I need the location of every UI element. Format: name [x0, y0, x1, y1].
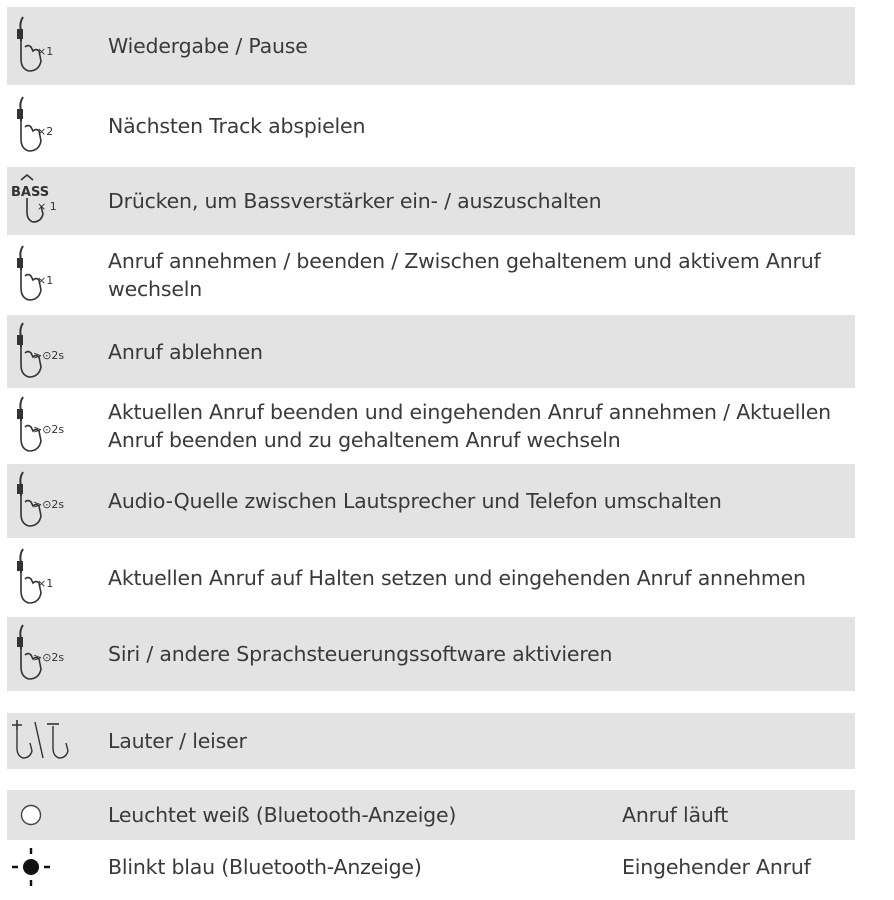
table-row — [7, 840, 855, 894]
bass-button-press-icon — [7, 167, 97, 235]
table-row — [7, 388, 855, 464]
row-status: Eingehender Anruf — [622, 855, 811, 879]
table-row — [7, 617, 855, 691]
finger-hold-2s-icon — [7, 464, 97, 538]
table-row — [7, 235, 855, 315]
row-text: Nächsten Track abspielen — [108, 114, 366, 138]
row-text: Aktuellen Anruf beenden und eingehenden Anruf annehmen / Aktuellen Anruf beenden und zu gehaltenem Anruf wechseln — [108, 400, 831, 452]
svg-text:×1: ×1 — [37, 576, 54, 590]
finger-press-x1-icon — [7, 538, 97, 617]
finger-press-x1-icon — [7, 235, 97, 315]
svg-text:BASS: BASS — [11, 185, 50, 200]
table-row — [7, 790, 855, 840]
svg-text:>⊙2s: >⊙2s — [33, 423, 65, 436]
table-row — [7, 713, 855, 769]
finger-press-x2-icon — [7, 85, 97, 167]
svg-text:>⊙2s: >⊙2s — [33, 348, 65, 362]
finger-hold-2s-icon — [7, 388, 97, 464]
svg-text:>⊙2s: >⊙2s — [33, 651, 65, 664]
svg-text:>⊙2s: >⊙2s — [33, 498, 65, 511]
svg-text:×1: ×1 — [37, 274, 54, 287]
row-text: Aktuellen Anruf auf Halten setzen und eingehenden Anruf annehmen — [108, 565, 806, 590]
table-row — [7, 464, 855, 538]
svg-text:×2: ×2 — [37, 125, 54, 138]
table-row — [7, 85, 855, 167]
svg-text:×1: ×1 — [37, 45, 54, 58]
row-text: Anruf annehmen / beenden / Zwischen gehaltenem und aktivem Anruf wechseln — [108, 249, 821, 301]
row-text: Blinkt blau (Bluetooth-Anzeige) — [108, 855, 422, 879]
table-row — [7, 315, 855, 388]
led-blinking-blue-icon — [7, 840, 97, 894]
row-text: Lauter / leiser — [108, 729, 247, 753]
table-row — [7, 7, 855, 85]
row-text: Anruf ablehnen — [108, 339, 263, 364]
row-text: Leuchtet weiß (Bluetooth-Anzeige) — [108, 803, 457, 827]
table-row — [7, 167, 855, 235]
svg-text:× 1: × 1 — [37, 200, 57, 213]
led-steady-white-icon — [7, 790, 97, 840]
row-text: Audio-Quelle zwischen Lautsprecher und Telefon umschalten — [108, 489, 722, 513]
row-status: Anruf läuft — [622, 803, 729, 827]
finger-press-x1-icon — [7, 7, 97, 85]
row-text: Wiedergabe / Pause — [108, 34, 308, 58]
finger-hold-2s-icon — [7, 617, 97, 691]
row-text: Siri / andere Sprachsteuerungssoftware aktivieren — [108, 642, 613, 666]
volume-plus-minus-icon — [7, 713, 97, 769]
finger-hold-2s-icon — [7, 315, 97, 388]
table-row — [7, 538, 855, 617]
row-text: Drücken, um Bassverstärker ein- / auszuschalten — [108, 189, 602, 213]
